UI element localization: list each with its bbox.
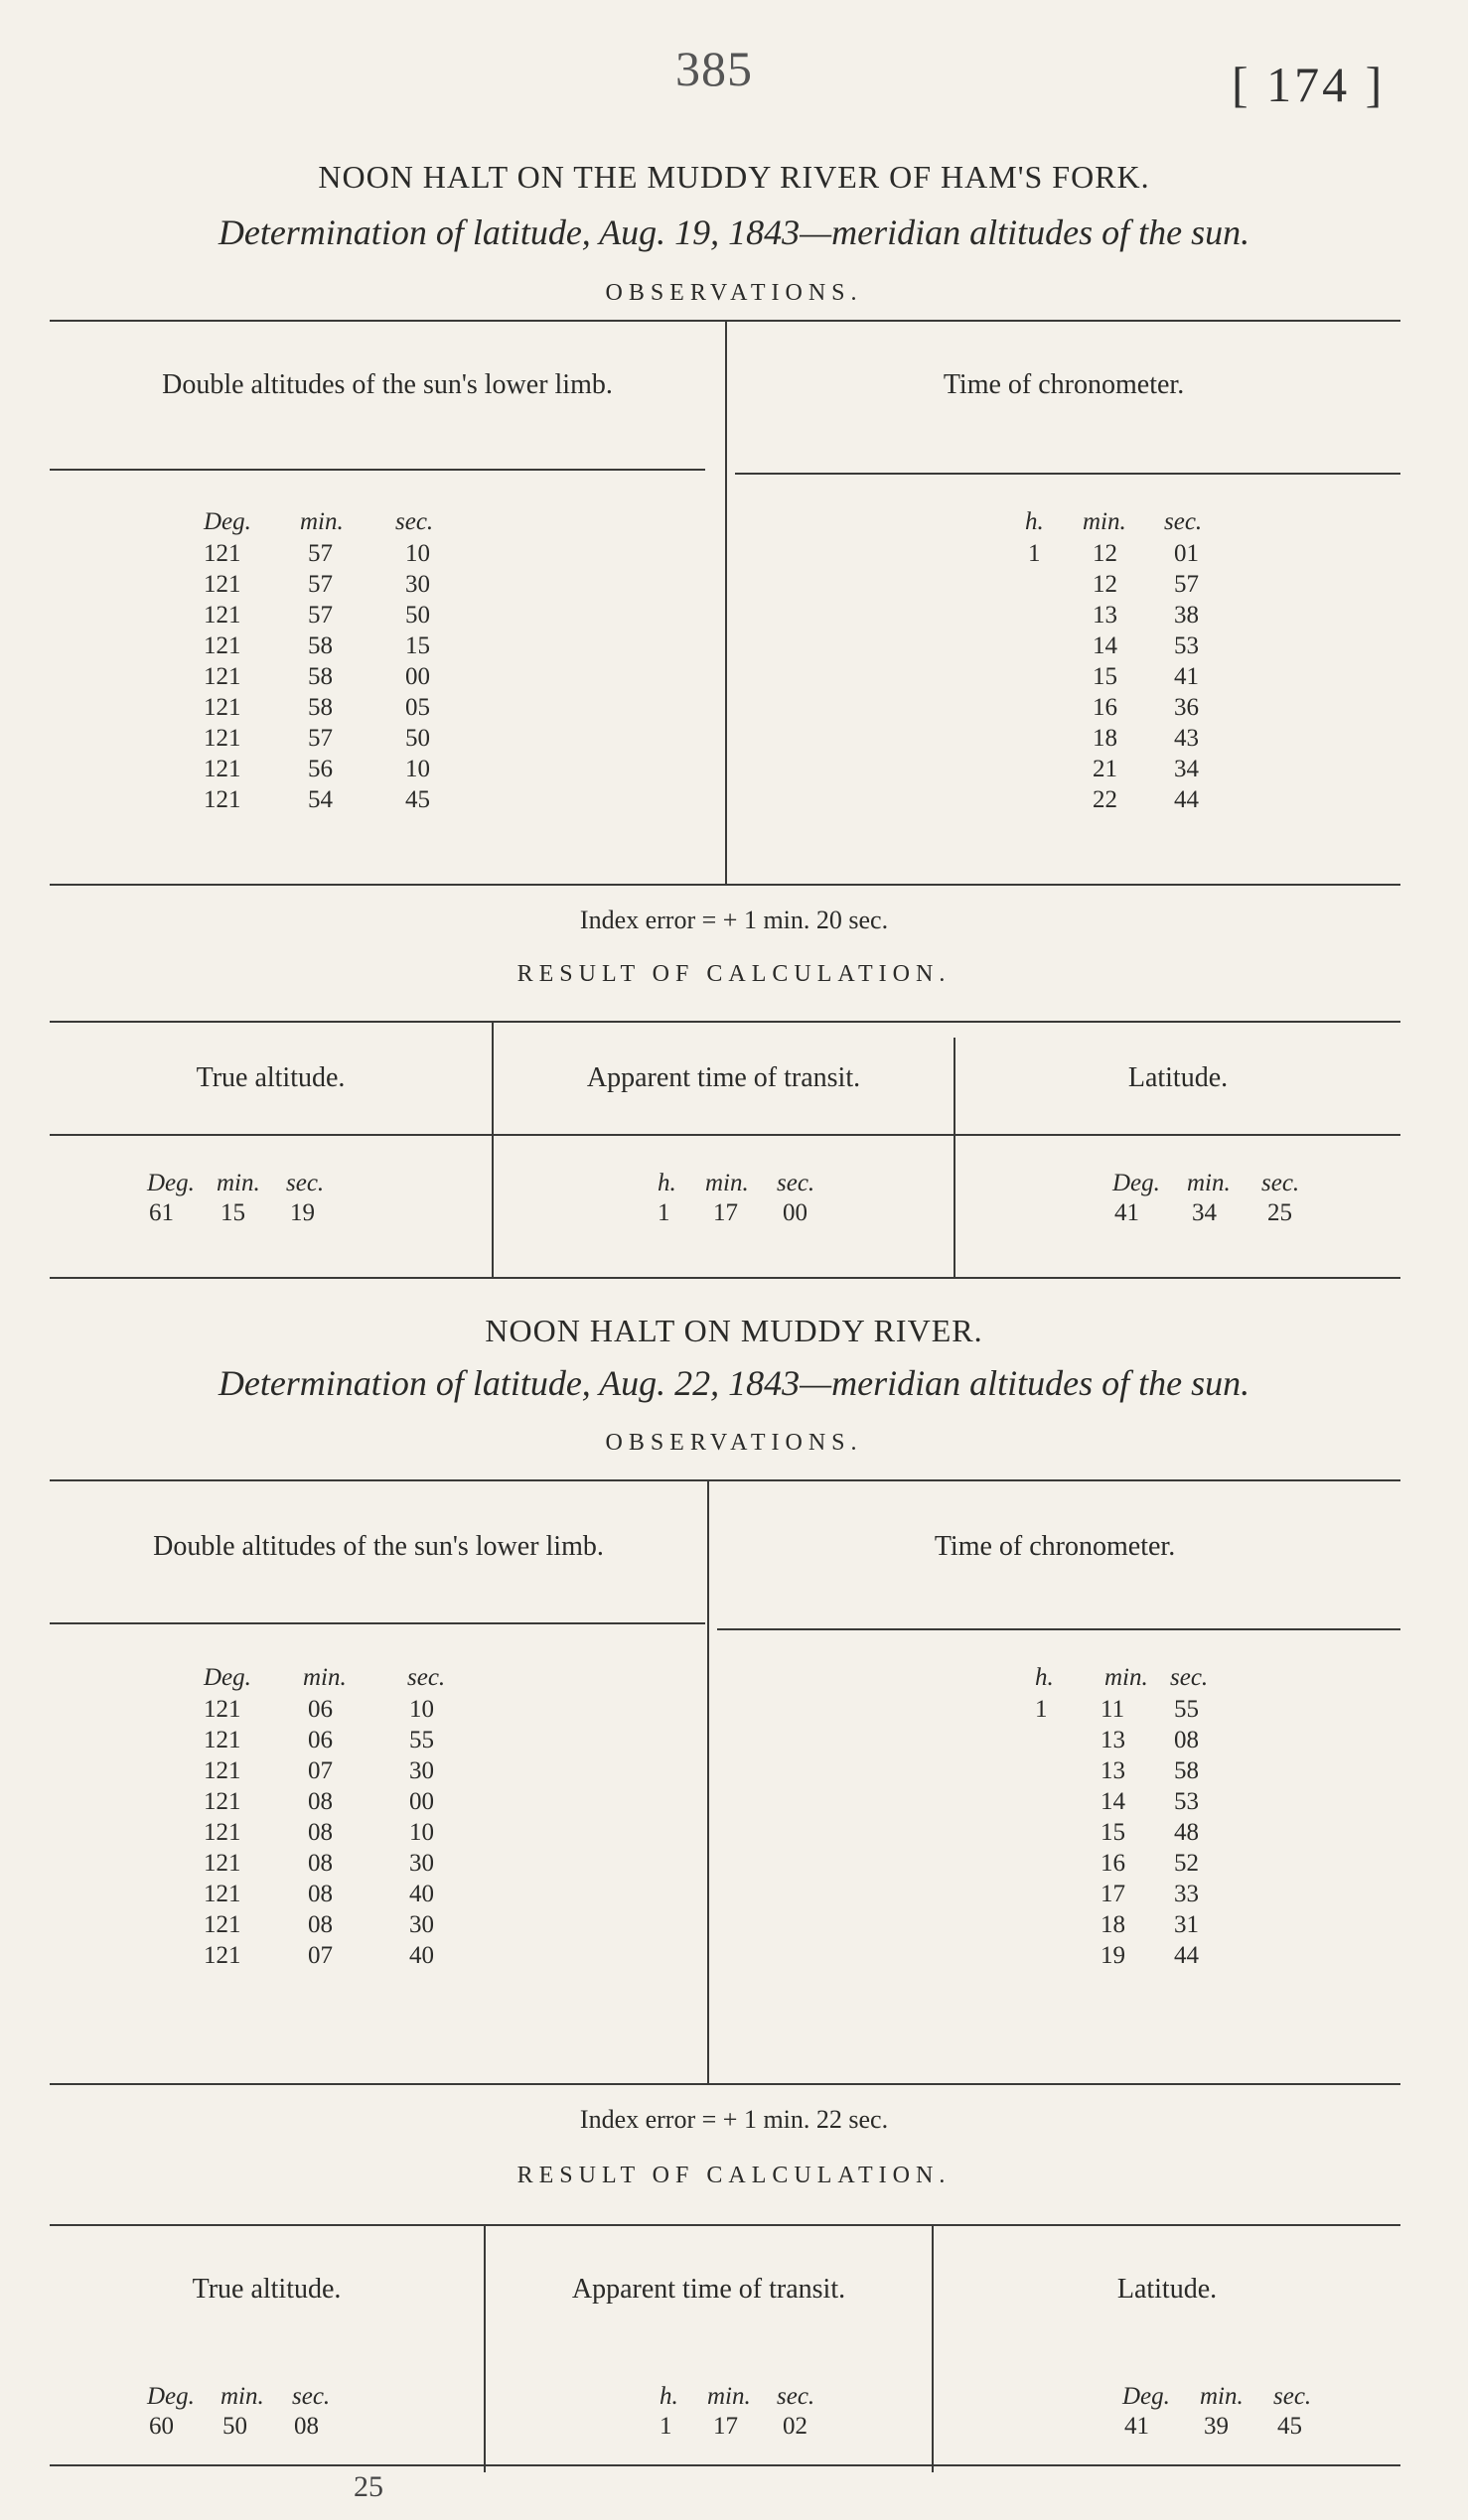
cell-sec: 10 bbox=[409, 1696, 434, 1723]
cell-deg: 121 bbox=[204, 1696, 241, 1723]
cell-h: 1 bbox=[1028, 540, 1041, 567]
cell-h bbox=[1035, 1786, 1048, 1817]
transit-header: Apparent time of transit. bbox=[571, 2274, 846, 2305]
cell-sec: 52 bbox=[1174, 1850, 1199, 1877]
cell-h: 1 bbox=[1035, 1696, 1048, 1723]
cell-sec: 08 bbox=[1174, 1727, 1199, 1753]
transit-sec: 02 bbox=[783, 2413, 807, 2440]
unit-deg: Deg. bbox=[147, 2383, 195, 2410]
cell-sec: 36 bbox=[1174, 694, 1199, 721]
latitude-min: 39 bbox=[1204, 2413, 1229, 2440]
true-alt-min: 50 bbox=[222, 2413, 247, 2440]
latitude-deg: 41 bbox=[1124, 2413, 1149, 2440]
cell-sec: 10 bbox=[405, 756, 430, 782]
cell-min: 58 bbox=[308, 632, 333, 659]
deg-column bbox=[204, 1694, 241, 1971]
unit-min: min. bbox=[1187, 1170, 1231, 1196]
cell-min: 16 bbox=[1101, 1850, 1125, 1877]
cell-deg: 121 bbox=[204, 632, 241, 659]
unit-sec: sec. bbox=[395, 508, 434, 535]
section1-result-label: RESULT OF CALCULATION. bbox=[516, 961, 952, 987]
unit-deg: Deg. bbox=[147, 1170, 195, 1196]
cell-deg: 121 bbox=[204, 1850, 241, 1877]
cell-min: 15 bbox=[1101, 1819, 1125, 1846]
cell-deg: 121 bbox=[204, 1757, 241, 1784]
time-sec-column bbox=[1174, 1694, 1199, 1971]
cell-sec: 00 bbox=[405, 663, 430, 690]
true-altitude-header: True altitude. bbox=[192, 2274, 342, 2305]
cell-min: 08 bbox=[308, 1911, 333, 1938]
section2-result-label: RESULT OF CALCULATION. bbox=[516, 2163, 952, 2188]
cell-min: 57 bbox=[308, 602, 333, 629]
cell-h bbox=[1028, 600, 1041, 630]
cell-min: 07 bbox=[308, 1757, 333, 1784]
column-divider bbox=[707, 1479, 709, 2085]
unit-min: min. bbox=[705, 1170, 749, 1196]
section1-subtitle: Determination of latitude, Aug. 19, 1843—meridian altitudes of the sun. bbox=[218, 212, 1250, 252]
cell-deg: 121 bbox=[204, 663, 241, 690]
unit-deg: Deg. bbox=[1122, 2383, 1170, 2410]
true-alt-deg: 61 bbox=[149, 1199, 174, 1226]
header-rule-left bbox=[50, 469, 705, 471]
unit-sec: sec. bbox=[407, 1664, 446, 1691]
cell-min: 22 bbox=[1093, 786, 1117, 813]
section2-observations-label: OBSERVATIONS. bbox=[605, 1430, 863, 1456]
transit-sec: 00 bbox=[783, 1199, 807, 1226]
unit-deg: Deg. bbox=[1112, 1170, 1160, 1196]
cell-h bbox=[1035, 1848, 1048, 1879]
unit-sec: sec. bbox=[1164, 508, 1203, 535]
cell-min: 18 bbox=[1093, 725, 1117, 752]
cell-deg: 121 bbox=[204, 694, 241, 721]
transit-min: 17 bbox=[713, 2413, 738, 2440]
cell-h bbox=[1028, 569, 1041, 600]
time-min-column bbox=[1093, 538, 1117, 815]
cell-min: 12 bbox=[1093, 571, 1117, 598]
column-divider bbox=[484, 2224, 486, 2472]
transit-header: Apparent time of transit. bbox=[586, 1062, 861, 1093]
latitude-header: Latitude. bbox=[1127, 1062, 1229, 1093]
time-header: Time of chronometer. bbox=[934, 1531, 1176, 1562]
unit-deg: Deg. bbox=[204, 1664, 251, 1691]
section1-index-error: Index error = + 1 min. 20 sec. bbox=[579, 906, 889, 934]
cell-sec: 53 bbox=[1174, 632, 1199, 659]
cell-sec: 57 bbox=[1174, 571, 1199, 598]
column-divider bbox=[492, 1021, 494, 1279]
cell-min: 08 bbox=[308, 1788, 333, 1815]
table-bottom-rule bbox=[50, 884, 1400, 886]
cell-min: 12 bbox=[1093, 540, 1117, 567]
unit-sec: sec. bbox=[286, 1170, 325, 1196]
cell-sec: 30 bbox=[409, 1911, 434, 1938]
time-min-column bbox=[1101, 1694, 1125, 1971]
cell-min: 58 bbox=[308, 663, 333, 690]
header-rule-left bbox=[50, 1622, 705, 1624]
min-column bbox=[308, 538, 333, 815]
cell-min: 06 bbox=[308, 1696, 333, 1723]
unit-h: h. bbox=[658, 1170, 676, 1196]
unit-deg: Deg. bbox=[204, 508, 251, 535]
cell-deg: 121 bbox=[204, 1727, 241, 1753]
transit-h: 1 bbox=[658, 1199, 670, 1226]
cell-min: 19 bbox=[1101, 1942, 1125, 1969]
transit-min: 17 bbox=[713, 1199, 738, 1226]
cell-h bbox=[1028, 723, 1041, 754]
cell-min: 57 bbox=[308, 540, 333, 567]
cell-deg: 121 bbox=[204, 571, 241, 598]
cell-h bbox=[1035, 1817, 1048, 1848]
latitude-min: 34 bbox=[1192, 1199, 1217, 1226]
cell-sec: 53 bbox=[1174, 1788, 1199, 1815]
cell-deg: 121 bbox=[204, 1881, 241, 1907]
cell-min: 58 bbox=[308, 694, 333, 721]
table-bottom-rule bbox=[50, 1277, 1400, 1279]
time-sec-column bbox=[1174, 538, 1199, 815]
cell-deg: 121 bbox=[204, 602, 241, 629]
transit-h: 1 bbox=[660, 2413, 672, 2440]
cell-sec: 40 bbox=[409, 1942, 434, 1969]
header-rule bbox=[50, 1134, 1400, 1136]
cell-min: 08 bbox=[308, 1850, 333, 1877]
cell-min: 56 bbox=[308, 756, 333, 782]
table-top-rule bbox=[50, 1021, 1400, 1023]
cell-deg: 121 bbox=[204, 756, 241, 782]
cell-sec: 55 bbox=[1174, 1696, 1199, 1723]
hour-column bbox=[1028, 538, 1041, 815]
unit-min: min. bbox=[707, 2383, 751, 2410]
folio-number: [ 174 ] bbox=[1232, 57, 1386, 112]
table-bottom-rule bbox=[50, 2083, 1400, 2085]
altitudes-header: Double altitudes of the sun's lower limb. bbox=[162, 369, 613, 400]
signature-mark: 25 bbox=[354, 2470, 383, 2503]
cell-sec: 41 bbox=[1174, 663, 1199, 690]
cell-sec: 44 bbox=[1174, 786, 1199, 813]
table-top-rule bbox=[50, 2224, 1400, 2226]
cell-sec: 50 bbox=[405, 602, 430, 629]
section2-title: NOON HALT ON MUDDY RIVER. bbox=[485, 1313, 983, 1348]
unit-sec: sec. bbox=[292, 2383, 331, 2410]
section2-subtitle: Determination of latitude, Aug. 22, 1843—meridian altitudes of the sun. bbox=[218, 1363, 1250, 1403]
unit-sec: sec. bbox=[777, 1170, 815, 1196]
cell-sec: 44 bbox=[1174, 1942, 1199, 1969]
cell-sec: 48 bbox=[1174, 1819, 1199, 1846]
cell-h bbox=[1028, 784, 1041, 815]
cell-sec: 01 bbox=[1174, 540, 1199, 567]
cell-sec: 30 bbox=[405, 571, 430, 598]
cell-min: 54 bbox=[308, 786, 333, 813]
table-top-rule bbox=[50, 1479, 1400, 1481]
unit-sec: sec. bbox=[777, 2383, 815, 2410]
column-divider bbox=[725, 320, 727, 886]
cell-min: 14 bbox=[1093, 632, 1117, 659]
cell-min: 13 bbox=[1101, 1757, 1125, 1784]
cell-min: 16 bbox=[1093, 694, 1117, 721]
cell-min: 57 bbox=[308, 725, 333, 752]
cell-deg: 121 bbox=[204, 1911, 241, 1938]
deg-column bbox=[204, 538, 241, 815]
unit-min: min. bbox=[300, 508, 344, 535]
time-header: Time of chronometer. bbox=[943, 369, 1185, 400]
cell-deg: 121 bbox=[204, 1942, 241, 1969]
cell-deg: 121 bbox=[204, 1788, 241, 1815]
latitude-sec: 45 bbox=[1277, 2413, 1302, 2440]
unit-h: h. bbox=[660, 2383, 678, 2410]
cell-sec: 43 bbox=[1174, 725, 1199, 752]
true-alt-sec: 08 bbox=[294, 2413, 319, 2440]
cell-h bbox=[1028, 754, 1041, 784]
header-rule-right bbox=[735, 473, 1400, 475]
unit-min: min. bbox=[220, 2383, 264, 2410]
cell-min: 08 bbox=[308, 1881, 333, 1907]
cell-sec: 15 bbox=[405, 632, 430, 659]
cell-min: 13 bbox=[1101, 1727, 1125, 1753]
cell-min: 14 bbox=[1101, 1788, 1125, 1815]
header-rule-right bbox=[717, 1628, 1400, 1630]
cell-deg: 121 bbox=[204, 540, 241, 567]
cell-min: 21 bbox=[1093, 756, 1117, 782]
min-column bbox=[308, 1694, 333, 1971]
table-bottom-rule bbox=[50, 2464, 1400, 2466]
cell-h bbox=[1035, 1879, 1048, 1909]
latitude-sec: 25 bbox=[1267, 1199, 1292, 1226]
cell-sec: 38 bbox=[1174, 602, 1199, 629]
cell-min: 07 bbox=[308, 1942, 333, 1969]
cell-h bbox=[1028, 630, 1041, 661]
cell-h bbox=[1035, 1909, 1048, 1940]
cell-min: 11 bbox=[1101, 1696, 1125, 1723]
unit-min: min. bbox=[217, 1170, 260, 1196]
cell-min: 13 bbox=[1093, 602, 1117, 629]
cell-sec: 00 bbox=[409, 1788, 434, 1815]
cell-sec: 30 bbox=[409, 1850, 434, 1877]
cell-sec: 05 bbox=[405, 694, 430, 721]
cell-sec: 34 bbox=[1174, 756, 1199, 782]
true-alt-sec: 19 bbox=[290, 1199, 315, 1226]
cell-h bbox=[1028, 692, 1041, 723]
cell-deg: 121 bbox=[204, 1819, 241, 1846]
page-number: 385 bbox=[675, 41, 753, 96]
cell-sec: 31 bbox=[1174, 1911, 1199, 1938]
sec-column bbox=[409, 1694, 434, 1971]
cell-sec: 40 bbox=[409, 1881, 434, 1907]
cell-sec: 33 bbox=[1174, 1881, 1199, 1907]
unit-min: min. bbox=[303, 1664, 347, 1691]
section1-title: NOON HALT ON THE MUDDY RIVER OF HAM'S FORK. bbox=[318, 159, 1150, 195]
unit-h: h. bbox=[1035, 1664, 1054, 1691]
cell-h bbox=[1035, 1940, 1048, 1971]
unit-min: min. bbox=[1200, 2383, 1244, 2410]
cell-h bbox=[1035, 1725, 1048, 1755]
cell-min: 57 bbox=[308, 571, 333, 598]
cell-deg: 121 bbox=[204, 725, 241, 752]
cell-h bbox=[1028, 661, 1041, 692]
sec-column bbox=[405, 538, 430, 815]
cell-min: 17 bbox=[1101, 1881, 1125, 1907]
latitude-header: Latitude. bbox=[1116, 2274, 1218, 2305]
unit-sec: sec. bbox=[1273, 2383, 1312, 2410]
true-alt-min: 15 bbox=[220, 1199, 245, 1226]
cell-deg: 121 bbox=[204, 786, 241, 813]
cell-min: 15 bbox=[1093, 663, 1117, 690]
cell-sec: 45 bbox=[405, 786, 430, 813]
cell-min: 08 bbox=[308, 1819, 333, 1846]
cell-h bbox=[1035, 1755, 1048, 1786]
true-altitude-header: True altitude. bbox=[196, 1062, 346, 1093]
true-alt-deg: 60 bbox=[149, 2413, 174, 2440]
cell-sec: 10 bbox=[405, 540, 430, 567]
cell-sec: 30 bbox=[409, 1757, 434, 1784]
column-divider bbox=[932, 2224, 934, 2472]
unit-h: h. bbox=[1025, 508, 1044, 535]
hour-column bbox=[1035, 1694, 1048, 1971]
section1-observations-label: OBSERVATIONS. bbox=[605, 280, 863, 306]
cell-sec: 50 bbox=[405, 725, 430, 752]
unit-sec: sec. bbox=[1261, 1170, 1300, 1196]
cell-sec: 58 bbox=[1174, 1757, 1199, 1784]
unit-sec: sec. bbox=[1170, 1664, 1209, 1691]
altitudes-header: Double altitudes of the sun's lower limb. bbox=[153, 1531, 604, 1562]
cell-min: 18 bbox=[1101, 1911, 1125, 1938]
unit-min: min. bbox=[1104, 1664, 1148, 1691]
unit-min: min. bbox=[1083, 508, 1126, 535]
cell-sec: 10 bbox=[409, 1819, 434, 1846]
section2-index-error: Index error = + 1 min. 22 sec. bbox=[579, 2105, 889, 2134]
cell-min: 06 bbox=[308, 1727, 333, 1753]
latitude-deg: 41 bbox=[1114, 1199, 1139, 1226]
cell-sec: 55 bbox=[409, 1727, 434, 1753]
